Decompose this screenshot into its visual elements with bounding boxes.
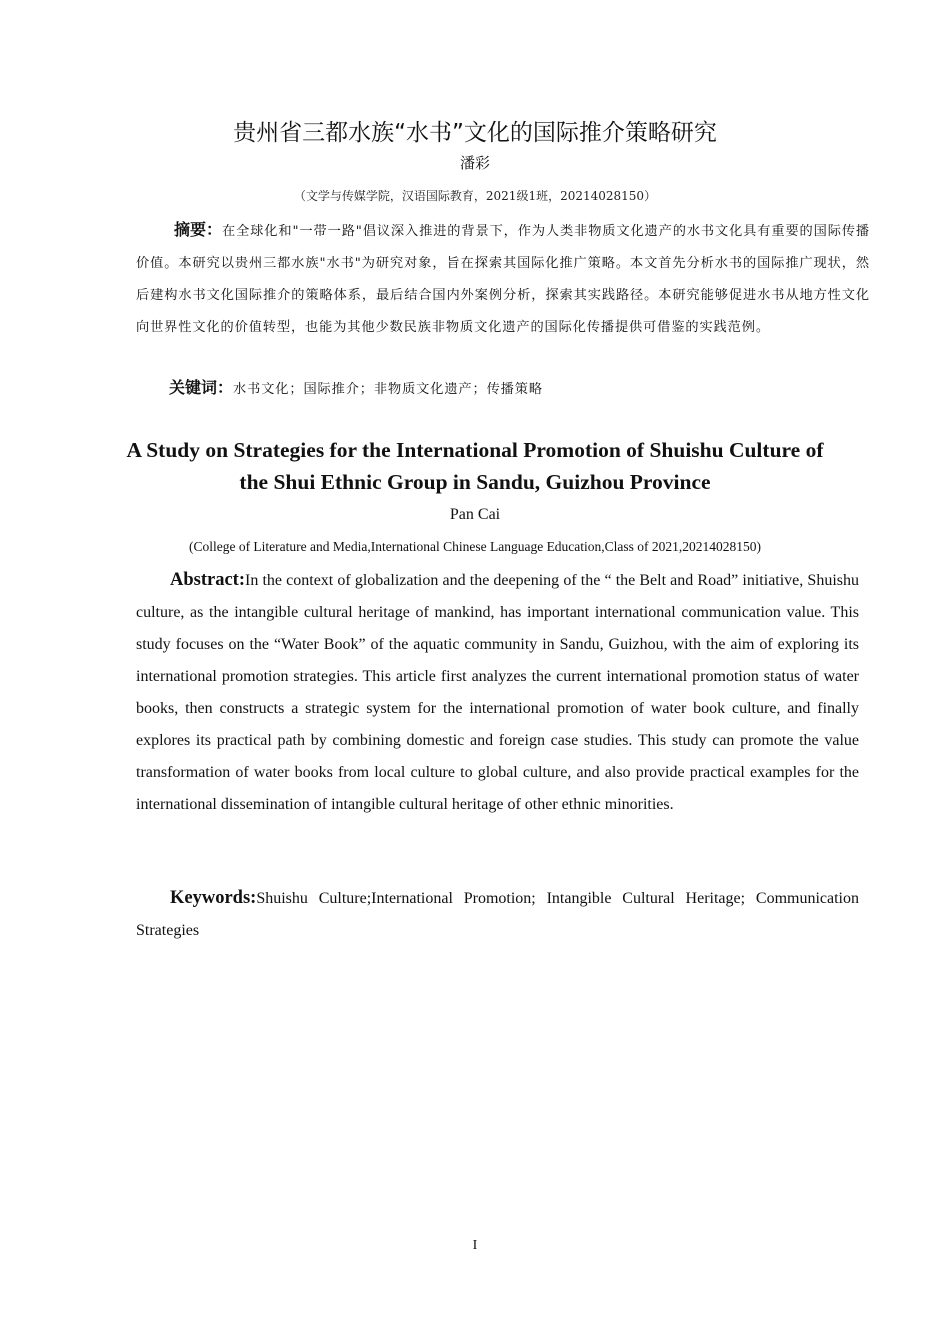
english-keywords-label: Keywords: [170, 888, 257, 908]
chinese-abstract-text: 在全球化和"一带一路"倡议深入推进的背景下，作为人类非物质文化遗产的水书文化具有重要的国际传播价值。本研究以贵州三都水族"水书"为研究对象，旨在探索其国际化推广策略。本文首先分析水书的国际推广现状，然后建构水书文化国际推介的策略体系，最后结合国内外案例分析，探索其实践路径。本研究能够促进水书从地方性文化向世界性文化的价值转型，也能为其他少数民族非物质文化遗产的国际化传播提供可借鉴的实践范例。 [136, 224, 870, 335]
english-keywords-text: Shuishu Culture;International Promotion; Intangible Cultural Heritage; Communication Strategies [136, 890, 859, 939]
chinese-abstract-label: 摘要： [174, 220, 223, 239]
chinese-keywords-label: 关键词： [169, 378, 234, 397]
english-abstract-label: Abstract: [170, 570, 246, 590]
chinese-keywords [136, 373, 870, 405]
english-author: Pan Cai [449, 506, 501, 523]
english-abstract-text: In the context of globalization and the deepening of the “ the Belt and Road” initiative, Shuishu culture, as the intangible cultural heritage of mankind, has important international communication value. This study focuses on the “Water Book” of the aquatic community in Sandu, Guizhou, with the aim of exploring its international promotion strategies. This article first analyzes the current international promotion status of water books, then constructs a strategic system for the international promotion of water book culture, and finally explores its practical path by combining domestic and foreign case studies. This study can promote the value transformation of water books from local culture to global culture, and also provide practical examples for the international dissemination of intangible cultural heritage of other ethnic minorities. [136, 572, 859, 813]
english-affiliation: (College of Literature and Media,International Chinese Language Education,Class of 2021,20214028150) [188, 539, 762, 554]
chinese-abstract [136, 214, 870, 344]
english-title: A Study on Strategies for the International Promotion of Shuishu Culture of the Shui Ethnic Group in Sandu, Guizhou Province [126, 438, 824, 494]
chinese-author: 潘彩 [459, 154, 490, 172]
english-keywords [136, 882, 859, 947]
chinese-affiliation: （文学与传媒学院，汉语国际教育，2021级1班，20214028150） [293, 189, 657, 203]
english-abstract [136, 564, 859, 821]
chinese-keywords-text: 水书文化；国际推介；非物质文化遗产；传播策略 [233, 382, 543, 397]
page-number: I [472, 1238, 478, 1253]
chinese-title: 贵州省三都水族“水书”文化的国际推介策略研究 [233, 120, 717, 146]
